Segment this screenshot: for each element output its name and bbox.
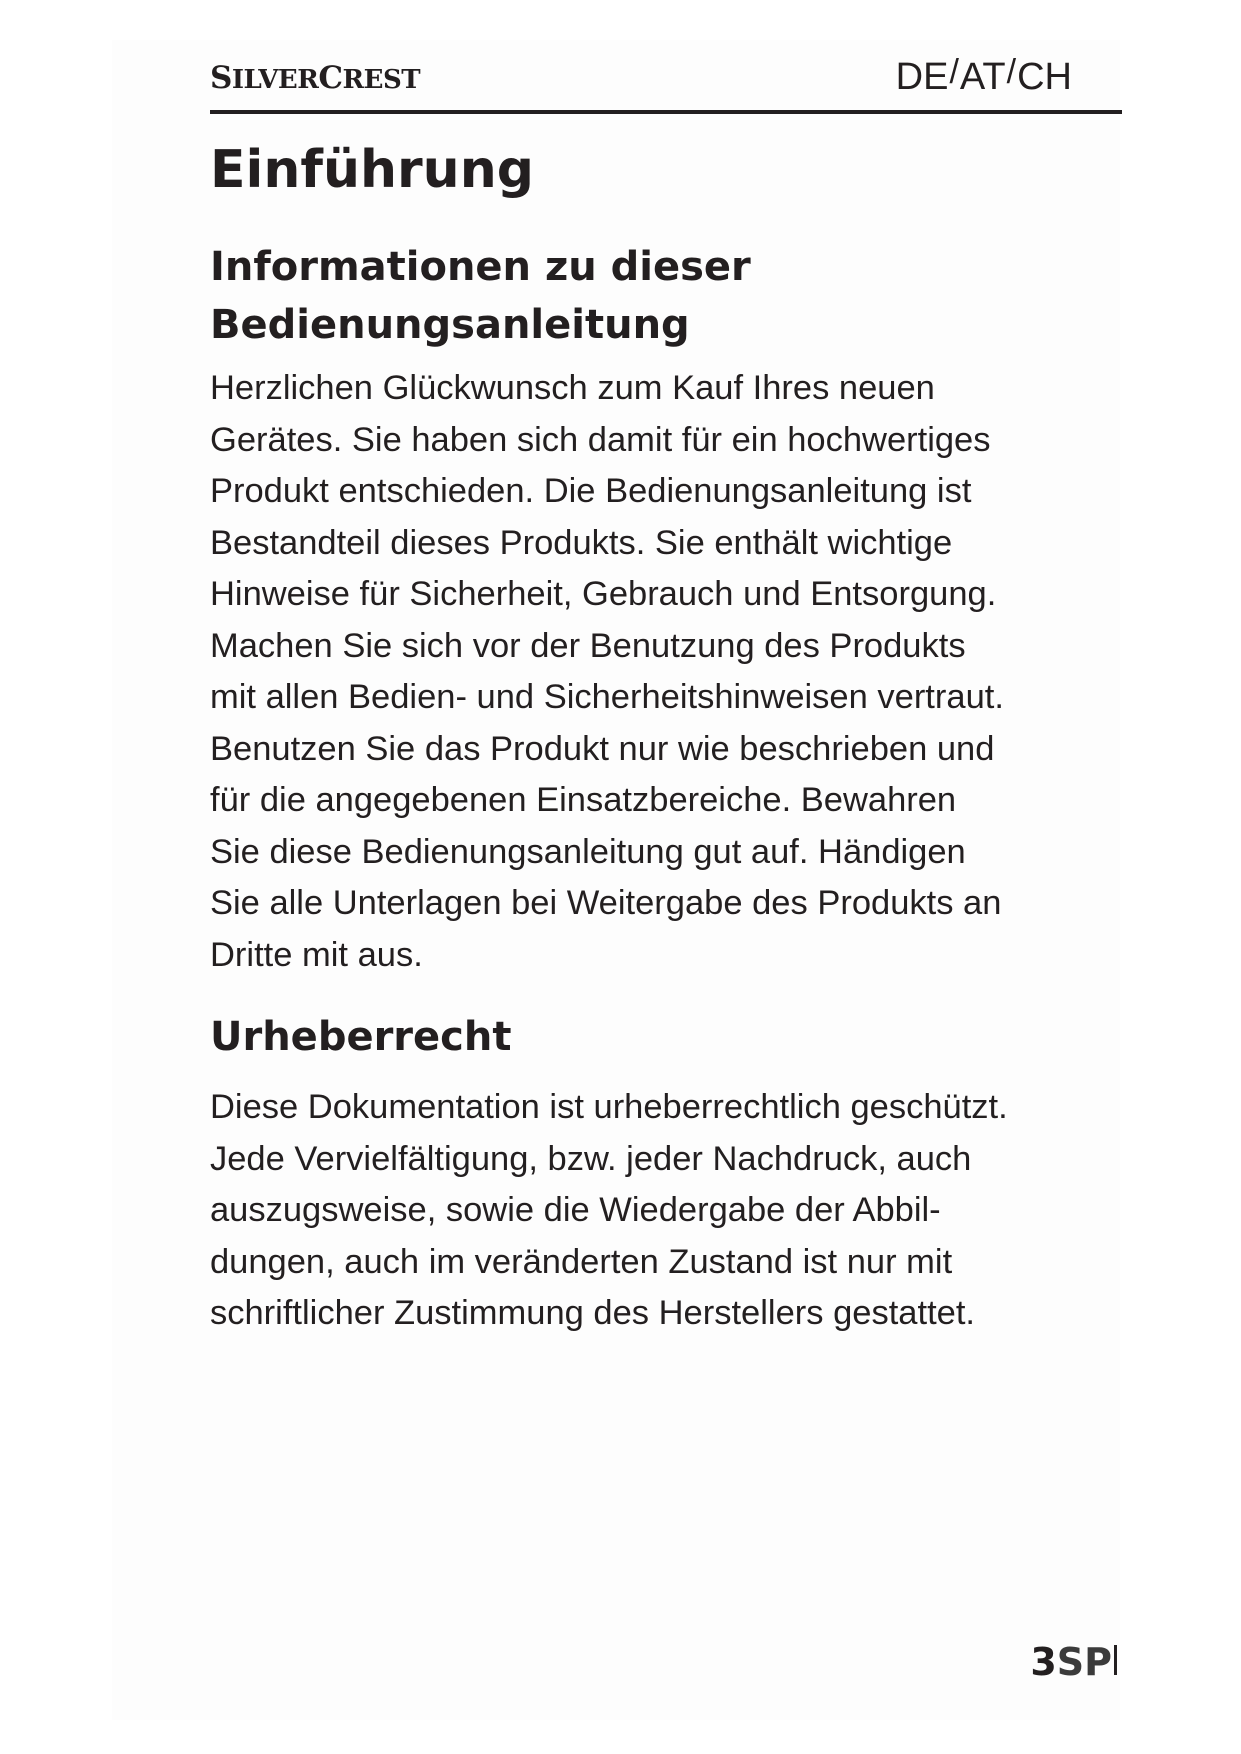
- brand-letters: REST: [342, 65, 421, 95]
- page-footer: [1030, 1640, 1117, 1684]
- brand-letters: ILVER: [231, 65, 319, 95]
- brand-logo: [210, 60, 420, 96]
- tab-edge: [1114, 1645, 1117, 1675]
- language-code: DE: [895, 56, 949, 98]
- language-code: CH: [1017, 56, 1072, 98]
- page-title: Einführung: [210, 140, 534, 200]
- section-heading-copyright: Urheberrecht: [210, 1014, 512, 1060]
- page-header: [210, 52, 1122, 114]
- page-number: 3: [1030, 1640, 1057, 1684]
- divider: /: [1006, 53, 1017, 91]
- section-body-copyright: Diese Dokumentation ist urheberrechtlich geschützt. Jede Vervielfältigung, bzw. jeder Nachdruck, auch auszugsweise, sowie die Wiedergabe der Abbil- dungen, auch im veränderten Zustand ist nur mit schriftlicher Zustimmung des Herstellers gestattet.: [210, 1088, 1008, 1332]
- divider: /: [949, 53, 959, 91]
- section-body-manual-info: Herzlichen Glückwunsch zum Kauf Ihres neuen Gerätes. Sie haben sich damit für ein hochwertiges Produkt entschieden. Die Bedienungsanleitung ist Bestandteil dieses Produkts. Sie enthält wichtige Hinweise für Sicherheit, Gebrauch und Entsorgung. Machen Sie sich vor der Benutzung des Produkts mit allen Bedien- und Sicherheitshinweisen vertraut. Benutzen Sie das Produkt nur wie beschrieben und für die angegebenen Einsatzbereiche. Bewahren Sie diese Bedienungsanleitung gut auf. Händigen Sie alle Unterlagen bei Weitergabe des Produkts an Dritte mit aus.: [210, 369, 1004, 974]
- brand-letter: S: [210, 60, 232, 96]
- language-code: AT: [959, 56, 1006, 98]
- chapter-tab-label: SP: [1056, 1640, 1112, 1684]
- language-codes: [895, 53, 1072, 99]
- heading-line: Informationen zu dieser: [210, 244, 751, 290]
- section-heading-manual-info: [210, 238, 1070, 354]
- header-rule: [210, 110, 1122, 114]
- brand-letter: C: [318, 60, 343, 96]
- heading-line: Bedienungsanleitung: [210, 302, 690, 348]
